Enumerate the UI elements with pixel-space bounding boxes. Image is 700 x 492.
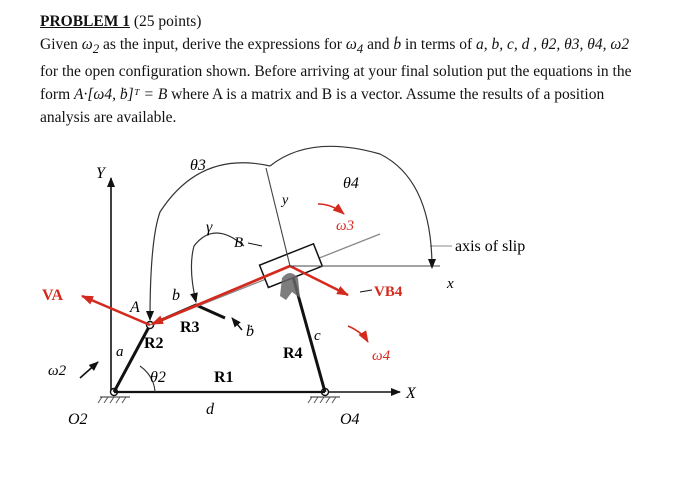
text-derive: as the input, derive the expressions for [103, 36, 342, 53]
variable-list: a, b, c, d , θ2, θ3, θ4, ω2 [476, 36, 630, 53]
leader-B [248, 243, 262, 246]
text-given: Given [40, 36, 78, 53]
problem-points: (25 points) [133, 13, 202, 30]
label-c: c [314, 328, 321, 344]
label-omega3: ω3 [336, 218, 355, 234]
label-O4: O4 [340, 411, 360, 428]
bdot-symbol: · b [393, 36, 401, 53]
label-omega2: ω2 [48, 363, 67, 379]
label-y: y [282, 193, 289, 208]
label-bdot: ḃ [246, 323, 254, 340]
vector-VA [82, 296, 150, 325]
label-A: A [130, 299, 140, 316]
label-R1: R1 [214, 369, 234, 386]
text-and: and [367, 36, 390, 53]
label-R2: R2 [144, 335, 164, 352]
label-VA: VA [42, 287, 64, 304]
label-B: B [234, 235, 244, 251]
label-theta3: θ3 [190, 157, 206, 174]
omega4-symbol: $\omega_4$ [345, 36, 364, 57]
matrix-equation: A·[ω4, ḃ]ᵀ = B [74, 86, 168, 104]
omega2-symbol: $\omega_2$ [81, 36, 100, 57]
label-a: a [116, 344, 124, 360]
label-R4: R4 [283, 345, 303, 362]
label-theta4: θ4 [343, 175, 359, 192]
label-gamma: γ [206, 219, 213, 236]
label-x: x [447, 276, 454, 292]
label-theta2: θ2 [150, 369, 166, 386]
leader-VB4 [360, 290, 372, 292]
arc-theta3 [150, 163, 270, 320]
problem-title: PROBLEM 1 [40, 13, 130, 30]
text-form: form [40, 86, 71, 104]
arc-theta4 [270, 146, 432, 268]
label-d: d [206, 401, 214, 418]
label-axis-of-slip: axis of slip [455, 238, 526, 255]
label-X: X [406, 385, 416, 402]
label-Y: Y [96, 165, 105, 182]
problem-line-3: for the open configuration shown. Before arriving at your final solution put the equations in the [40, 63, 632, 81]
label-O2: O2 [68, 411, 88, 428]
arc-omega4 [348, 326, 368, 342]
label-R3: R3 [180, 319, 200, 336]
label-VB4: VB4 [374, 284, 403, 300]
local-y-axis [266, 168, 290, 266]
arrow-omega2 [80, 362, 98, 378]
arc-omega3 [318, 204, 344, 214]
problem-line-5: analysis are available. [40, 109, 177, 127]
label-b: b [172, 287, 180, 304]
text-in-terms-of: in terms of [405, 36, 473, 53]
label-omega4: ω4 [372, 348, 391, 364]
text-where: where A is a matrix and B is a vector. Assume the results of a position [171, 86, 605, 104]
arrow-bdot [232, 318, 242, 330]
